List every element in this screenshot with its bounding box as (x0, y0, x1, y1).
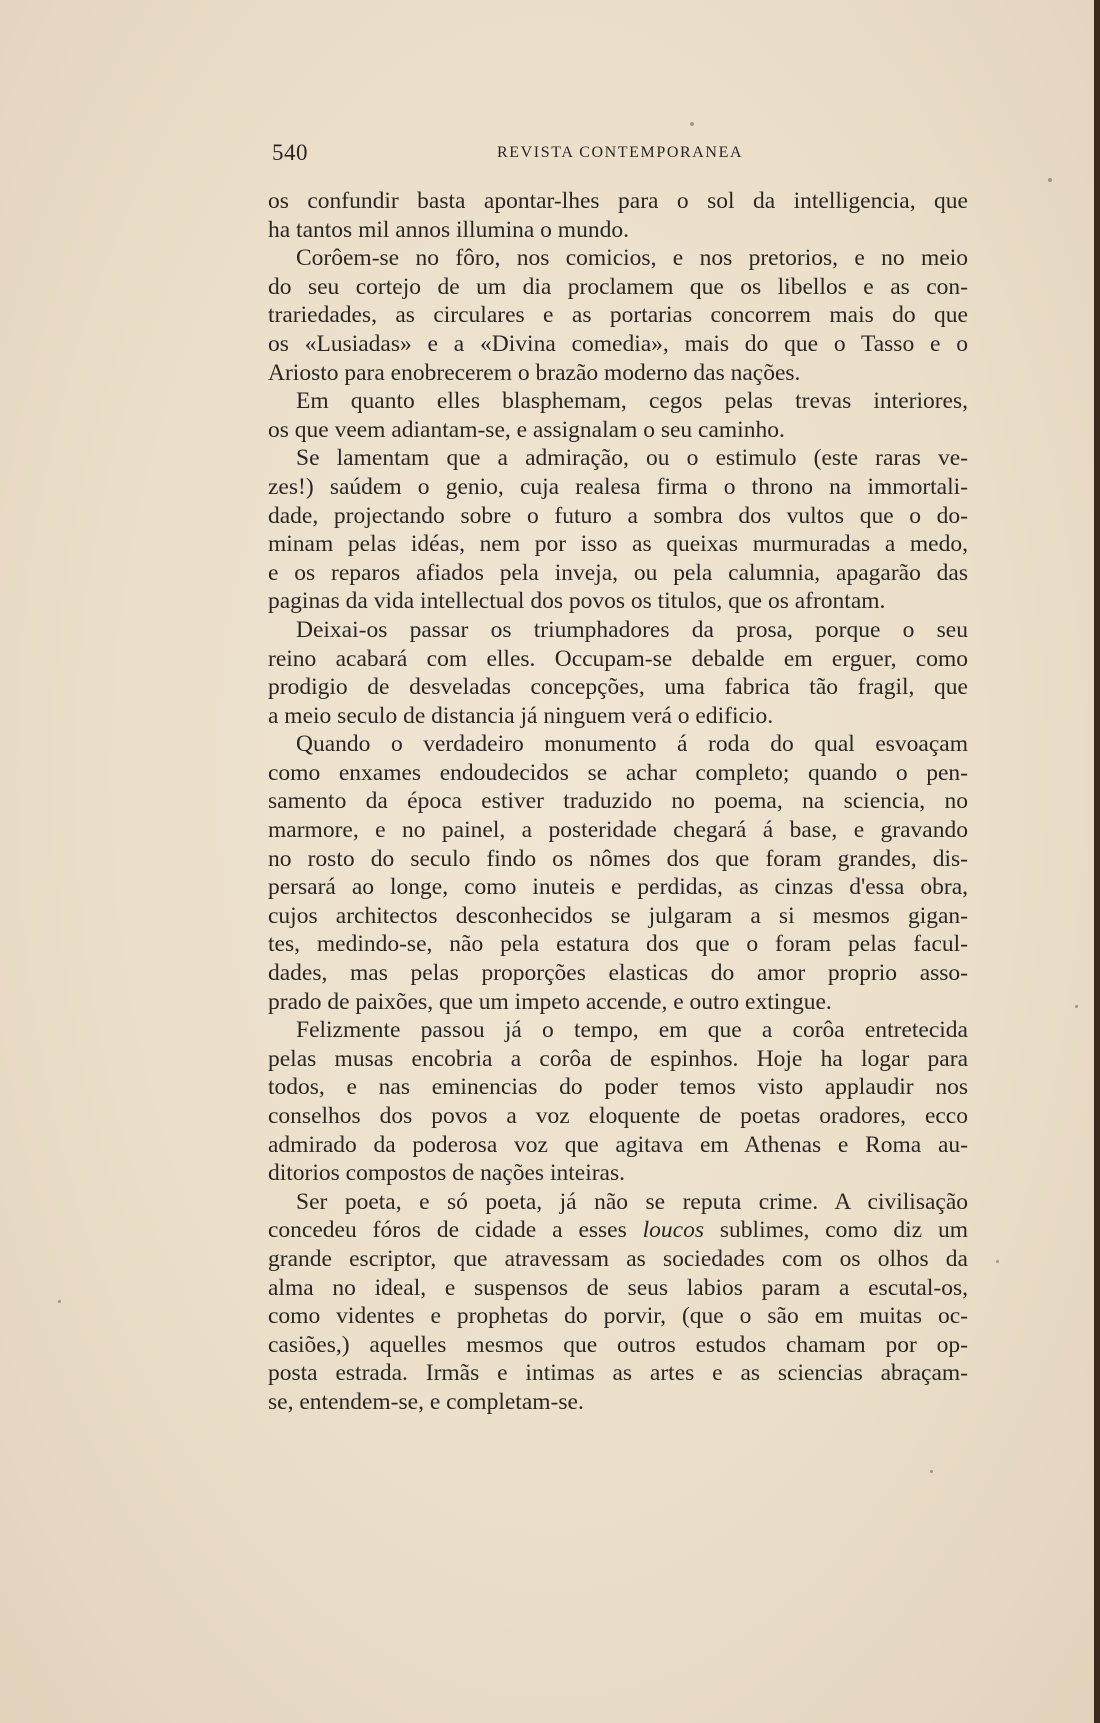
paper-speck (1048, 178, 1052, 182)
text-line: samento da época estiver traduzido no poema, na sciencia, no (268, 788, 968, 815)
text-line: Felizmente passou já o tempo, em que a corôa entretecida (296, 1017, 968, 1044)
text-line: conselhos dos povos a voz eloquente de poetas oradores, ecco (268, 1103, 968, 1129)
text-line: se, entendem-se, e completam-se. (268, 1388, 584, 1415)
text-line: alma no ideal, e suspensos de seus labios param a escutal-os, (268, 1274, 968, 1301)
text-line: cujos architectos desconhecidos se julgaram a si mesmos gigan- (268, 902, 968, 929)
running-title: REVISTA CONTEMPORANEA (497, 144, 744, 161)
text-line: marmore, e no painel, a posteridade chegará á base, e gravando (268, 817, 968, 844)
text-line: como enxames endoudecidos se achar completo; quando o pen- (268, 759, 968, 786)
text-line: os «Lusiadas» e a «Divina comedia», mais do que o Tasso e o (268, 330, 968, 357)
text-line: minam pelas idéas, nem por isso as queixas murmuradas a medo, (268, 531, 968, 558)
text-line: casiões,) aquelles mesmos que outros estudos chamam por op- (268, 1331, 968, 1358)
paper-speck (58, 1300, 61, 1303)
text-line: grande escriptor, que atravessam as sociedades com os olhos da (268, 1245, 968, 1272)
text-line: ha tantos mil annos illumina o mundo. (268, 216, 629, 243)
text-line: paginas da vida intellectual dos povos os titulos, que os afrontam. (268, 588, 886, 615)
text-line: e os reparos afiados pela inveja, ou pela calumnia, apagarão das (268, 559, 968, 586)
text-line: os confundir basta apontar-lhes para o sol da intelligencia, que (268, 188, 968, 214)
text-line: ditorios compostos de nações inteiras. (268, 1160, 625, 1187)
paper-speck (996, 1260, 999, 1263)
text-line: do seu cortejo de um dia proclamem que os libellos e as con- (268, 273, 968, 300)
text-line: Corôem-se no fôro, nos comicios, e nos pretorios, e no meio (296, 245, 968, 272)
text-line: no rosto do seculo findo os nômes dos que foram grandes, dis- (268, 845, 968, 872)
text-line: dade, projectando sobre o futuro a sombra dos vultos que o do- (268, 502, 968, 529)
text-line: Se lamentam que a admiração, ou o estimulo (este raras ve- (296, 445, 968, 472)
text-line: admirado da poderosa voz que agitava em Athenas e Roma au- (268, 1131, 968, 1158)
text-line: os que veem adiantam-se, e assignalam o seu caminho. (268, 416, 785, 443)
text-line: prado de paixões, que um impeto accende, e outro extingue. (268, 988, 832, 1015)
text-line: zes!) saúdem o genio, cuja realesa firma o throno na immortali- (268, 473, 968, 500)
page-edge-shadow (1094, 0, 1100, 1723)
text-line: todos, e nas eminencias do poder temos visto applaudir nos (268, 1074, 968, 1101)
text-line: Ser poeta, e só poeta, já não se reputa crime. A civilisação (296, 1188, 968, 1215)
text-line: trariedades, as circulares e as portarias concorrem mais do que (268, 302, 968, 329)
text-line: reino acabará com elles. Occupam-se debalde em erguer, como (268, 645, 968, 672)
body-text (268, 187, 968, 1417)
text-line: Ariosto para enobrecerem o brazão moderno das nações. (268, 359, 801, 386)
text-line: Deixai-os passar os triumphadores da prosa, porque o seu (296, 616, 968, 643)
text-line: Em quanto elles blasphemam, cegos pelas trevas interiores, (296, 388, 968, 415)
paper-speck (1075, 1005, 1078, 1008)
text-line: persará ao longe, como inuteis e perdidas, as cinzas d'essa obra, (268, 874, 968, 901)
text-line: a meio seculo de distancia já ninguem verá o edificio. (268, 702, 774, 729)
page-number: 540 (272, 140, 308, 165)
text-line: prodigio de desveladas concepções, uma fabrica tão fragil, que (268, 674, 968, 701)
text-line: Quando o verdadeiro monumento á roda do qual esvoaçam (296, 731, 968, 758)
text-line: como videntes e prophetas do porvir, (que o são em muitas oc- (268, 1303, 968, 1330)
paper-speck (690, 122, 694, 126)
text-line: dades, mas pelas proporções elasticas do amor proprio asso- (268, 960, 968, 987)
page-header (272, 140, 972, 170)
paper-speck (930, 1470, 933, 1473)
text-line: pelas musas encobria a corôa de espinhos. Hoje ha logar para (268, 1045, 968, 1072)
text-line: concedeu fóros de cidade a esses loucos sublimes, como diz um (268, 1217, 968, 1244)
text-line: posta estrada. Irmãs e intimas as artes e as sciencias abraçam- (268, 1360, 968, 1387)
text-line: tes, medindo-se, não pela estatura dos que o foram pelas facul- (268, 931, 968, 958)
